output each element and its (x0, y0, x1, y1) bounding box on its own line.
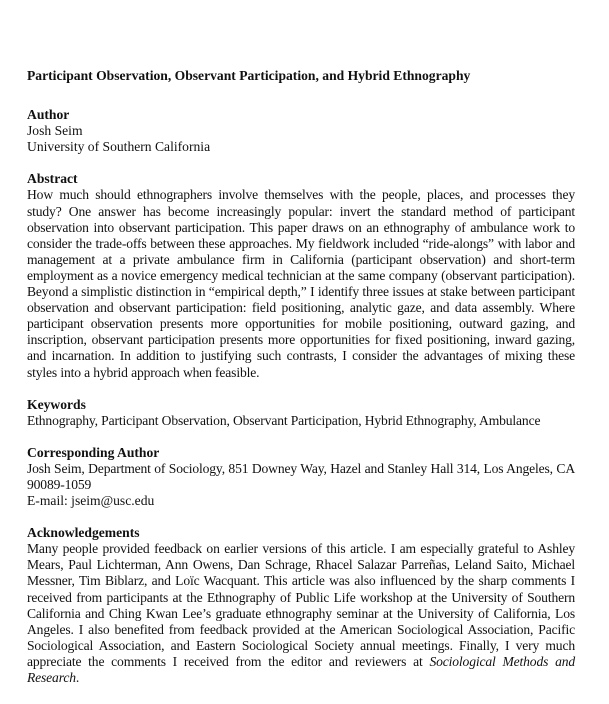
acknowledgements-section (27, 525, 575, 686)
acknowledgements-end: . (75, 670, 80, 685)
corresponding-author-heading: Corresponding Author (27, 444, 160, 460)
author-heading: Author (27, 107, 70, 123)
paper-title: Participant Observation, Observant Participation, and Hybrid Ethnography (27, 68, 471, 83)
abstract-heading: Abstract (27, 171, 78, 187)
keywords-section (27, 397, 575, 429)
corresponding-author-email: E-mail: jseim@usc.edu (27, 493, 155, 509)
keywords-text: Ethnography, Participant Observation, Observant Participation, Hybrid Ethnography, Ambulance (27, 412, 541, 428)
acknowledgements-heading: Acknowledgements (27, 525, 140, 541)
acknowledgements-text (27, 541, 575, 686)
author-section (27, 107, 575, 155)
abstract-text: How much should ethnographers involve themselves with the people, places, and processes they study? One answer has become increasingly popular: invert the standard method of participant observation into observant participation. This paper draws on an ethnography of ambulance work to consider the trade-offs between these approaches. My fieldwork included “ride-alongs” with labor and management at a private ambulance firm in California (participant observation) and short-term employment as a novice emergency medical technician at the same company (observant participation). Beyond a simplistic distinction in “empirical depth,” I identify three issues at stake between participant observation and observant participation: field positioning, analytic gaze, and data assembly. Where participant observation presents more opportunities for mobile positioning, outward gazing, and inscription, observant participation presents more opportunities for fixed positioning, inward gazing, and incarnation. In addition to justifying such contrasts, I consider the advantages of mixing these styles into a hybrid approach when feasible. (27, 187, 575, 380)
acknowledgements-body: Many people provided feedback on earlier versions of this article. I am especially grateful to Ashley Mears, Paul Lichterman, Ann Owens, Dan Schrage, Rhacel Salazar Parreñas, Leland Saito, Michael Messner, Tim Biblarz, and Loïc Wacquant. This article was also influenced by the sharp comments I received from participants at the Ethnography of Public Life workshop at the University of Southern California and Ching Kwan Lee’s graduate ethnography seminar at the University of California, Los Angeles. I also benefited from feedback provided at the American Sociological Association, Pacific Sociological Association, and Eastern Sociological Society annual meetings. Finally, I very much appreciate the comments I received from the editor and reviewers at (27, 541, 575, 669)
corresponding-author-section (27, 445, 575, 509)
corresponding-author-address: Josh Seim, Department of Sociology, 851 Downey Way, Hazel and Stanley Hall 314, Los Angeles, CA 90089-1059 (27, 460, 575, 492)
keywords-heading: Keywords (27, 396, 86, 412)
author-name: Josh Seim (27, 123, 83, 139)
paper-page (27, 68, 575, 686)
abstract-section (27, 171, 575, 380)
journal-name: Sociological Methods and Research (27, 653, 576, 685)
author-affiliation: University of Southern California (27, 139, 211, 155)
